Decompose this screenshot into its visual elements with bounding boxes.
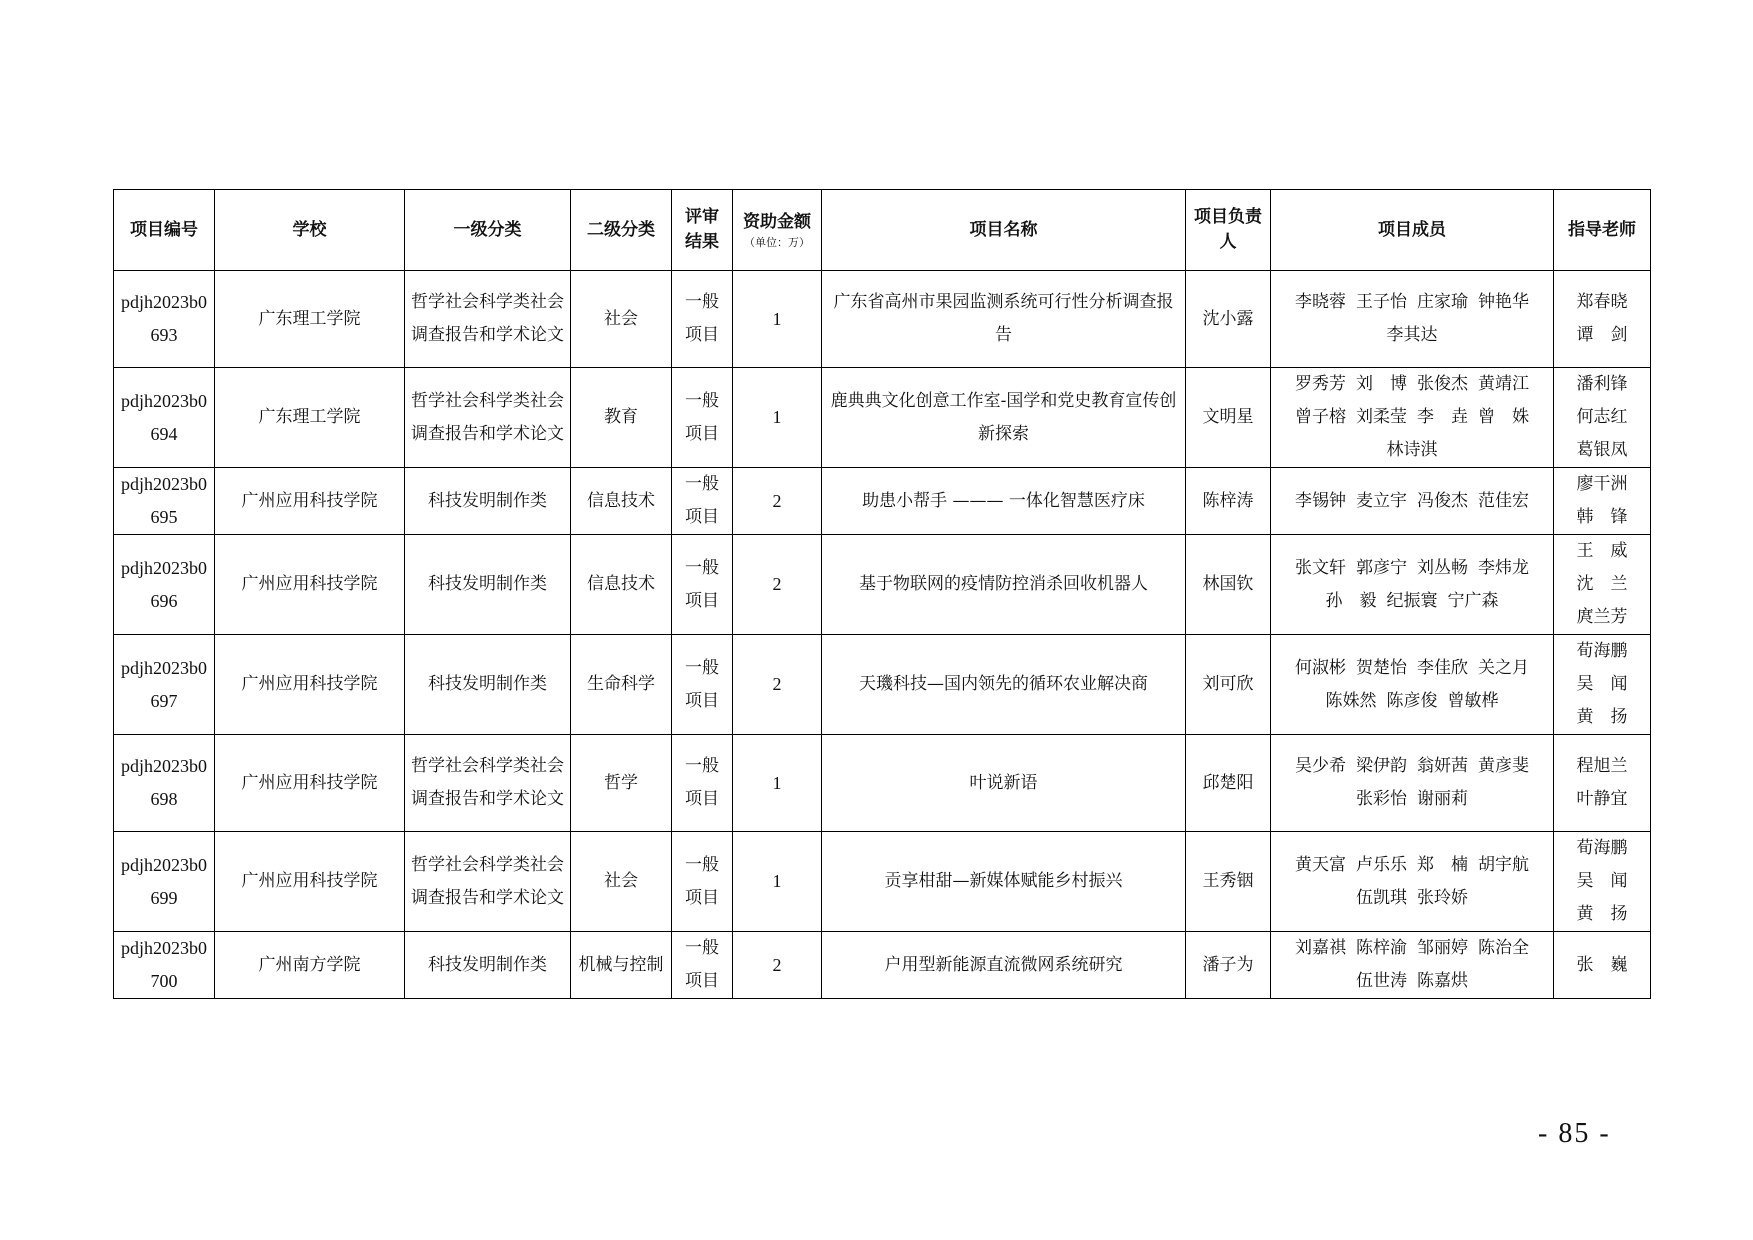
cell-category1: 科技发明制作类 — [405, 932, 571, 999]
cell-members — [1271, 368, 1554, 468]
cell-project-name: 鹿典典文化创意工作室-国学和党史教育宣传创新探索 — [822, 368, 1186, 468]
cell-members — [1271, 535, 1554, 635]
member-name: 冯俊杰 — [1417, 490, 1468, 511]
member-name: 庄家瑜 — [1417, 292, 1468, 312]
member-name: 刘嘉祺 — [1295, 938, 1346, 958]
teacher-name: 吴 闻 — [1576, 674, 1628, 694]
cell-members — [1271, 468, 1554, 535]
member-name: 曾 姝 — [1478, 407, 1529, 427]
header-amount — [733, 190, 822, 271]
member-name: 黄天富 — [1295, 854, 1346, 875]
member-name: 李炜龙 — [1478, 557, 1529, 578]
cell-amount: 1 — [733, 735, 822, 832]
cell-category2: 教育 — [571, 368, 672, 468]
teacher-name: 葛银凤 — [1576, 440, 1628, 460]
cell-category2: 社会 — [571, 832, 672, 932]
cell-members — [1271, 735, 1554, 832]
teacher-name: 吴 闻 — [1576, 871, 1628, 891]
cell-amount: 2 — [733, 468, 822, 535]
header-members: 项目成员 — [1271, 190, 1554, 271]
member-name: 李锡钟 — [1295, 490, 1346, 511]
header-category1: 一级分类 — [405, 190, 571, 271]
header-result: 评审结果 — [672, 190, 733, 271]
cell-category2: 机械与控制 — [571, 932, 672, 999]
table-row — [114, 932, 1651, 999]
header-leader: 项目负责人 — [1186, 190, 1271, 271]
member-name: 林诗淇 — [1386, 440, 1438, 460]
header-teachers: 指导老师 — [1554, 190, 1651, 271]
cell-leader: 邱楚阳 — [1186, 735, 1271, 832]
member-name: 何淑彬 — [1295, 657, 1346, 678]
header-amount-label: 资助金额 — [743, 211, 811, 232]
member-name: 李其达 — [1386, 325, 1438, 345]
cell-project-name: 户用型新能源直流微网系统研究 — [822, 932, 1186, 999]
cell-code: pdjh2023b0697 — [114, 635, 215, 735]
cell-teachers — [1554, 832, 1651, 932]
cell-amount: 2 — [733, 932, 822, 999]
cell-leader: 沈小露 — [1186, 271, 1271, 368]
cell-code: pdjh2023b0694 — [114, 368, 215, 468]
cell-result: 一般项目 — [672, 468, 733, 535]
cell-result: 一般项目 — [672, 932, 733, 999]
cell-code: pdjh2023b0700 — [114, 932, 215, 999]
teacher-name: 谭 剑 — [1576, 325, 1628, 345]
project-table — [113, 189, 1651, 999]
member-name: 孙 毅 — [1325, 590, 1377, 611]
cell-leader: 刘可欣 — [1186, 635, 1271, 735]
cell-teachers — [1554, 635, 1651, 735]
cell-result: 一般项目 — [672, 271, 733, 368]
cell-amount: 1 — [733, 368, 822, 468]
member-name: 翁妍茜 — [1417, 756, 1468, 776]
member-name: 郑 楠 — [1417, 854, 1468, 875]
cell-project-name: 助患小帮手 ——— 一体化智慧医疗床 — [822, 468, 1186, 535]
header-category2: 二级分类 — [571, 190, 672, 271]
member-name: 谢丽莉 — [1417, 789, 1468, 809]
member-name: 郭彦宁 — [1356, 557, 1407, 578]
teacher-name: 黄 扬 — [1576, 707, 1628, 727]
cell-teachers — [1554, 271, 1651, 368]
cell-school: 广东理工学院 — [215, 368, 405, 468]
member-name: 刘 博 — [1356, 374, 1407, 394]
header-project-name: 项目名称 — [822, 190, 1186, 271]
cell-category2: 社会 — [571, 271, 672, 368]
member-name: 李晓蓉 — [1295, 292, 1346, 312]
cell-project-name: 广东省高州市果园监测系统可行性分析调查报告 — [822, 271, 1186, 368]
member-name: 麦立宇 — [1356, 490, 1407, 511]
teacher-name: 庹兰芳 — [1576, 607, 1628, 627]
member-name: 关之月 — [1478, 657, 1529, 678]
cell-amount: 1 — [733, 271, 822, 368]
teacher-name: 郑春晓 — [1576, 292, 1628, 312]
cell-leader: 林国钦 — [1186, 535, 1271, 635]
cell-result: 一般项目 — [672, 735, 733, 832]
member-name: 伍世涛 — [1356, 971, 1407, 991]
teacher-name: 荀海鹏 — [1576, 838, 1628, 858]
cell-leader: 潘子为 — [1186, 932, 1271, 999]
member-name: 伍凯琪 — [1356, 887, 1407, 908]
cell-school: 广州应用科技学院 — [215, 635, 405, 735]
teacher-name: 廖干洲 — [1576, 474, 1628, 494]
teacher-name: 沈 兰 — [1576, 574, 1628, 594]
table-row — [114, 535, 1651, 635]
cell-leader: 王秀铟 — [1186, 832, 1271, 932]
member-name: 张玲娇 — [1417, 887, 1468, 908]
cell-category2: 哲学 — [571, 735, 672, 832]
member-name: 钟艳华 — [1478, 292, 1529, 312]
cell-category1: 哲学社会科学类社会调查报告和学术论文 — [405, 735, 571, 832]
cell-project-name: 贡享柑甜—新媒体赋能乡村振兴 — [822, 832, 1186, 932]
teacher-name: 何志红 — [1576, 407, 1628, 427]
teacher-name: 黄 扬 — [1576, 904, 1628, 924]
cell-code: pdjh2023b0699 — [114, 832, 215, 932]
cell-school: 广州应用科技学院 — [215, 468, 405, 535]
cell-result: 一般项目 — [672, 535, 733, 635]
header-row — [114, 190, 1651, 271]
member-name: 陈治全 — [1478, 938, 1529, 958]
member-name: 陈姝然 — [1325, 690, 1377, 711]
teacher-name: 王 威 — [1576, 541, 1628, 561]
member-name: 李佳欣 — [1417, 657, 1468, 678]
cell-category2: 生命科学 — [571, 635, 672, 735]
cell-teachers — [1554, 735, 1651, 832]
cell-members — [1271, 832, 1554, 932]
member-name: 刘丛畅 — [1417, 557, 1468, 578]
cell-category1: 哲学社会科学类社会调查报告和学术论文 — [405, 271, 571, 368]
cell-result: 一般项目 — [672, 635, 733, 735]
member-name: 张俊杰 — [1417, 374, 1468, 394]
member-name: 邹丽婷 — [1417, 938, 1468, 958]
member-name: 胡宇航 — [1478, 854, 1529, 875]
cell-members — [1271, 932, 1554, 999]
cell-school: 广州应用科技学院 — [215, 535, 405, 635]
cell-code: pdjh2023b0698 — [114, 735, 215, 832]
member-name: 黄彦斐 — [1478, 756, 1529, 776]
member-name: 吴少希 — [1295, 756, 1346, 776]
teacher-name: 张 巍 — [1576, 954, 1628, 975]
cell-teachers — [1554, 468, 1651, 535]
page-number: - 85 - — [1538, 1118, 1611, 1149]
teacher-name: 潘利锋 — [1576, 374, 1628, 394]
member-name: 陈梓渝 — [1356, 938, 1407, 958]
member-name: 黄靖江 — [1478, 374, 1529, 394]
cell-category1: 科技发明制作类 — [405, 468, 571, 535]
cell-teachers — [1554, 368, 1651, 468]
member-name: 曾子榕 — [1295, 407, 1346, 427]
table-row — [114, 271, 1651, 368]
teacher-name: 叶静宜 — [1576, 789, 1628, 809]
cell-category1: 科技发明制作类 — [405, 635, 571, 735]
table-row — [114, 735, 1651, 832]
cell-result: 一般项目 — [672, 368, 733, 468]
cell-members — [1271, 635, 1554, 735]
member-name: 王子怡 — [1356, 292, 1407, 312]
member-name: 罗秀芳 — [1295, 374, 1346, 394]
cell-teachers — [1554, 535, 1651, 635]
table-body — [114, 271, 1651, 999]
cell-school: 广州应用科技学院 — [215, 832, 405, 932]
cell-category1: 哲学社会科学类社会调查报告和学术论文 — [405, 368, 571, 468]
cell-amount: 2 — [733, 635, 822, 735]
member-name: 刘柔莹 — [1356, 407, 1407, 427]
cell-project-name: 天璣科技—国内领先的循环农业解决商 — [822, 635, 1186, 735]
header-code: 项目编号 — [114, 190, 215, 271]
cell-project-name: 基于物联网的疫情防控消杀回收机器人 — [822, 535, 1186, 635]
member-name: 张彩怡 — [1356, 789, 1407, 809]
header-school: 学校 — [215, 190, 405, 271]
cell-school: 广州应用科技学院 — [215, 735, 405, 832]
cell-category2: 信息技术 — [571, 468, 672, 535]
table-row — [114, 368, 1651, 468]
cell-code: pdjh2023b0695 — [114, 468, 215, 535]
cell-members — [1271, 271, 1554, 368]
header-amount-unit: （单位：万） — [744, 235, 810, 249]
member-name: 宁广森 — [1447, 590, 1499, 611]
teacher-name: 荀海鹏 — [1576, 641, 1628, 661]
member-name: 纪振寰 — [1386, 590, 1438, 611]
cell-category1: 科技发明制作类 — [405, 535, 571, 635]
table-row — [114, 468, 1651, 535]
cell-leader: 文明星 — [1186, 368, 1271, 468]
cell-result: 一般项目 — [672, 832, 733, 932]
cell-code: pdjh2023b0696 — [114, 535, 215, 635]
cell-leader: 陈梓涛 — [1186, 468, 1271, 535]
table-row — [114, 635, 1651, 735]
member-name: 贺楚怡 — [1356, 657, 1407, 678]
member-name: 范佳宏 — [1478, 490, 1529, 511]
member-name: 李 垚 — [1417, 407, 1468, 427]
cell-teachers — [1554, 932, 1651, 999]
member-name: 张文轩 — [1295, 557, 1346, 578]
cell-category2: 信息技术 — [571, 535, 672, 635]
member-name: 陈嘉烘 — [1417, 971, 1468, 991]
member-name: 陈彦俊 — [1386, 690, 1438, 711]
table-row — [114, 832, 1651, 932]
cell-school: 广州南方学院 — [215, 932, 405, 999]
cell-amount: 1 — [733, 832, 822, 932]
cell-code: pdjh2023b0693 — [114, 271, 215, 368]
teacher-name: 韩 锋 — [1576, 507, 1628, 527]
cell-project-name: 叶说新语 — [822, 735, 1186, 832]
member-name: 曾敏桦 — [1447, 690, 1499, 711]
cell-school: 广东理工学院 — [215, 271, 405, 368]
member-name: 梁伊韵 — [1356, 756, 1407, 776]
cell-amount: 2 — [733, 535, 822, 635]
member-name: 卢乐乐 — [1356, 854, 1407, 875]
cell-category1: 哲学社会科学类社会调查报告和学术论文 — [405, 832, 571, 932]
teacher-name: 程旭兰 — [1576, 756, 1628, 776]
